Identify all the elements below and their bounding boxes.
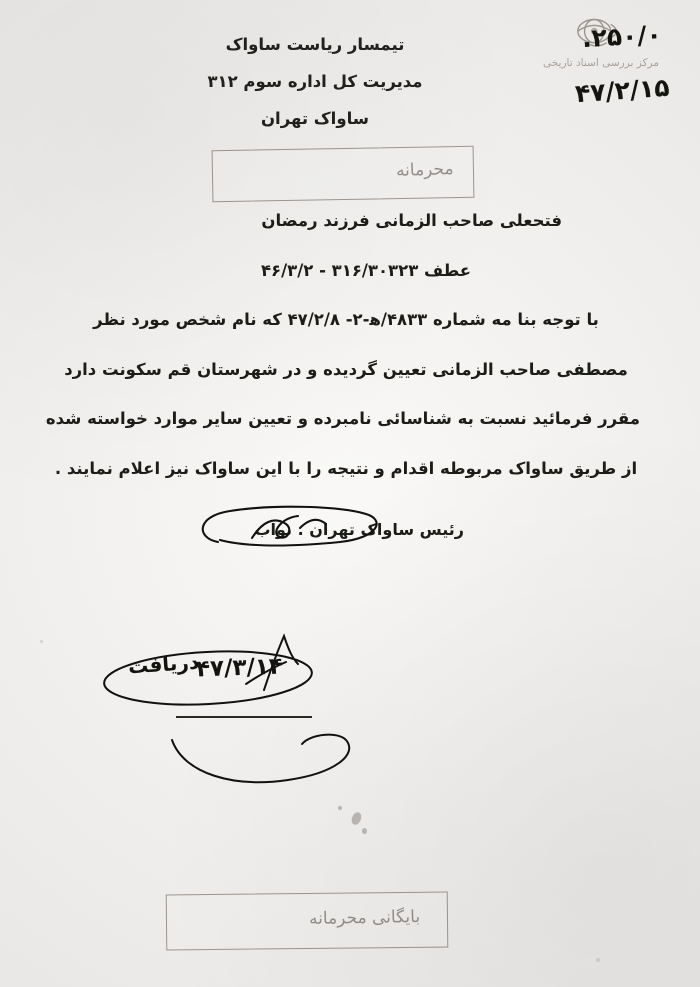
body-paragraph-3: مقرر فرمائید نسبت به شناسائی نامبرده و تعیین سایر موارد خواسته شده: [45, 409, 640, 429]
document-body: [45, 208, 640, 505]
reference-line: عطف ۳۱۶/۳۰۳۲۳ - ۴۶/۳/۲: [260, 260, 472, 280]
top-stamp-text: محرمانه: [396, 159, 455, 181]
subject-line: فتحعلی صاحب الزمانی فرزند رمضان: [261, 211, 562, 230]
scan-speck: [362, 828, 367, 834]
bottom-stamp-text: بایگانی محرمانه: [308, 907, 421, 929]
letterhead-line-2: مدیریت کل اداره سوم ۳۱۲: [207, 72, 423, 92]
scan-speck: [40, 640, 43, 643]
signature-caption: رئیس ساواک تهران . نواب: [254, 520, 464, 539]
letterhead: [150, 26, 480, 137]
letterhead-line-3: ساواک تهران: [260, 109, 370, 129]
margin-note-date: ۴۷/۳/۱۴: [195, 653, 284, 683]
watermark-caption: مرکز بررسی اسناد تاریخی: [543, 57, 659, 69]
scan-speck: [596, 958, 600, 962]
margin-note-word: دریافت: [127, 649, 200, 679]
body-paragraph-2: مصطفی صاحب الزمانی تعیین گردیده و در شهرستان قم سکونت دارد: [64, 359, 628, 379]
body-paragraph-4: از طریق ساواک مربوطه اقدام و نتیجه را با این ساواک نیز اعلام نمایند .: [54, 458, 638, 478]
scan-speck: [338, 806, 342, 810]
letterhead-line-1: تیمسار ریاست ساواک: [225, 35, 405, 54]
lower-signature-icon: [160, 726, 380, 800]
scan-speck: [350, 811, 363, 826]
ink-rule-upper: [176, 716, 312, 718]
handwritten-date: ۴۷/۲/۱۵: [574, 72, 671, 109]
handwritten-file-number: ۲۵۰/۰.: [581, 19, 663, 54]
body-paragraph-1: با توجه بنا مه شماره ۴۸۳۳/ه‍-۲- ۴۷/۲/۸ که نام شخص مورد نظر: [93, 310, 599, 330]
